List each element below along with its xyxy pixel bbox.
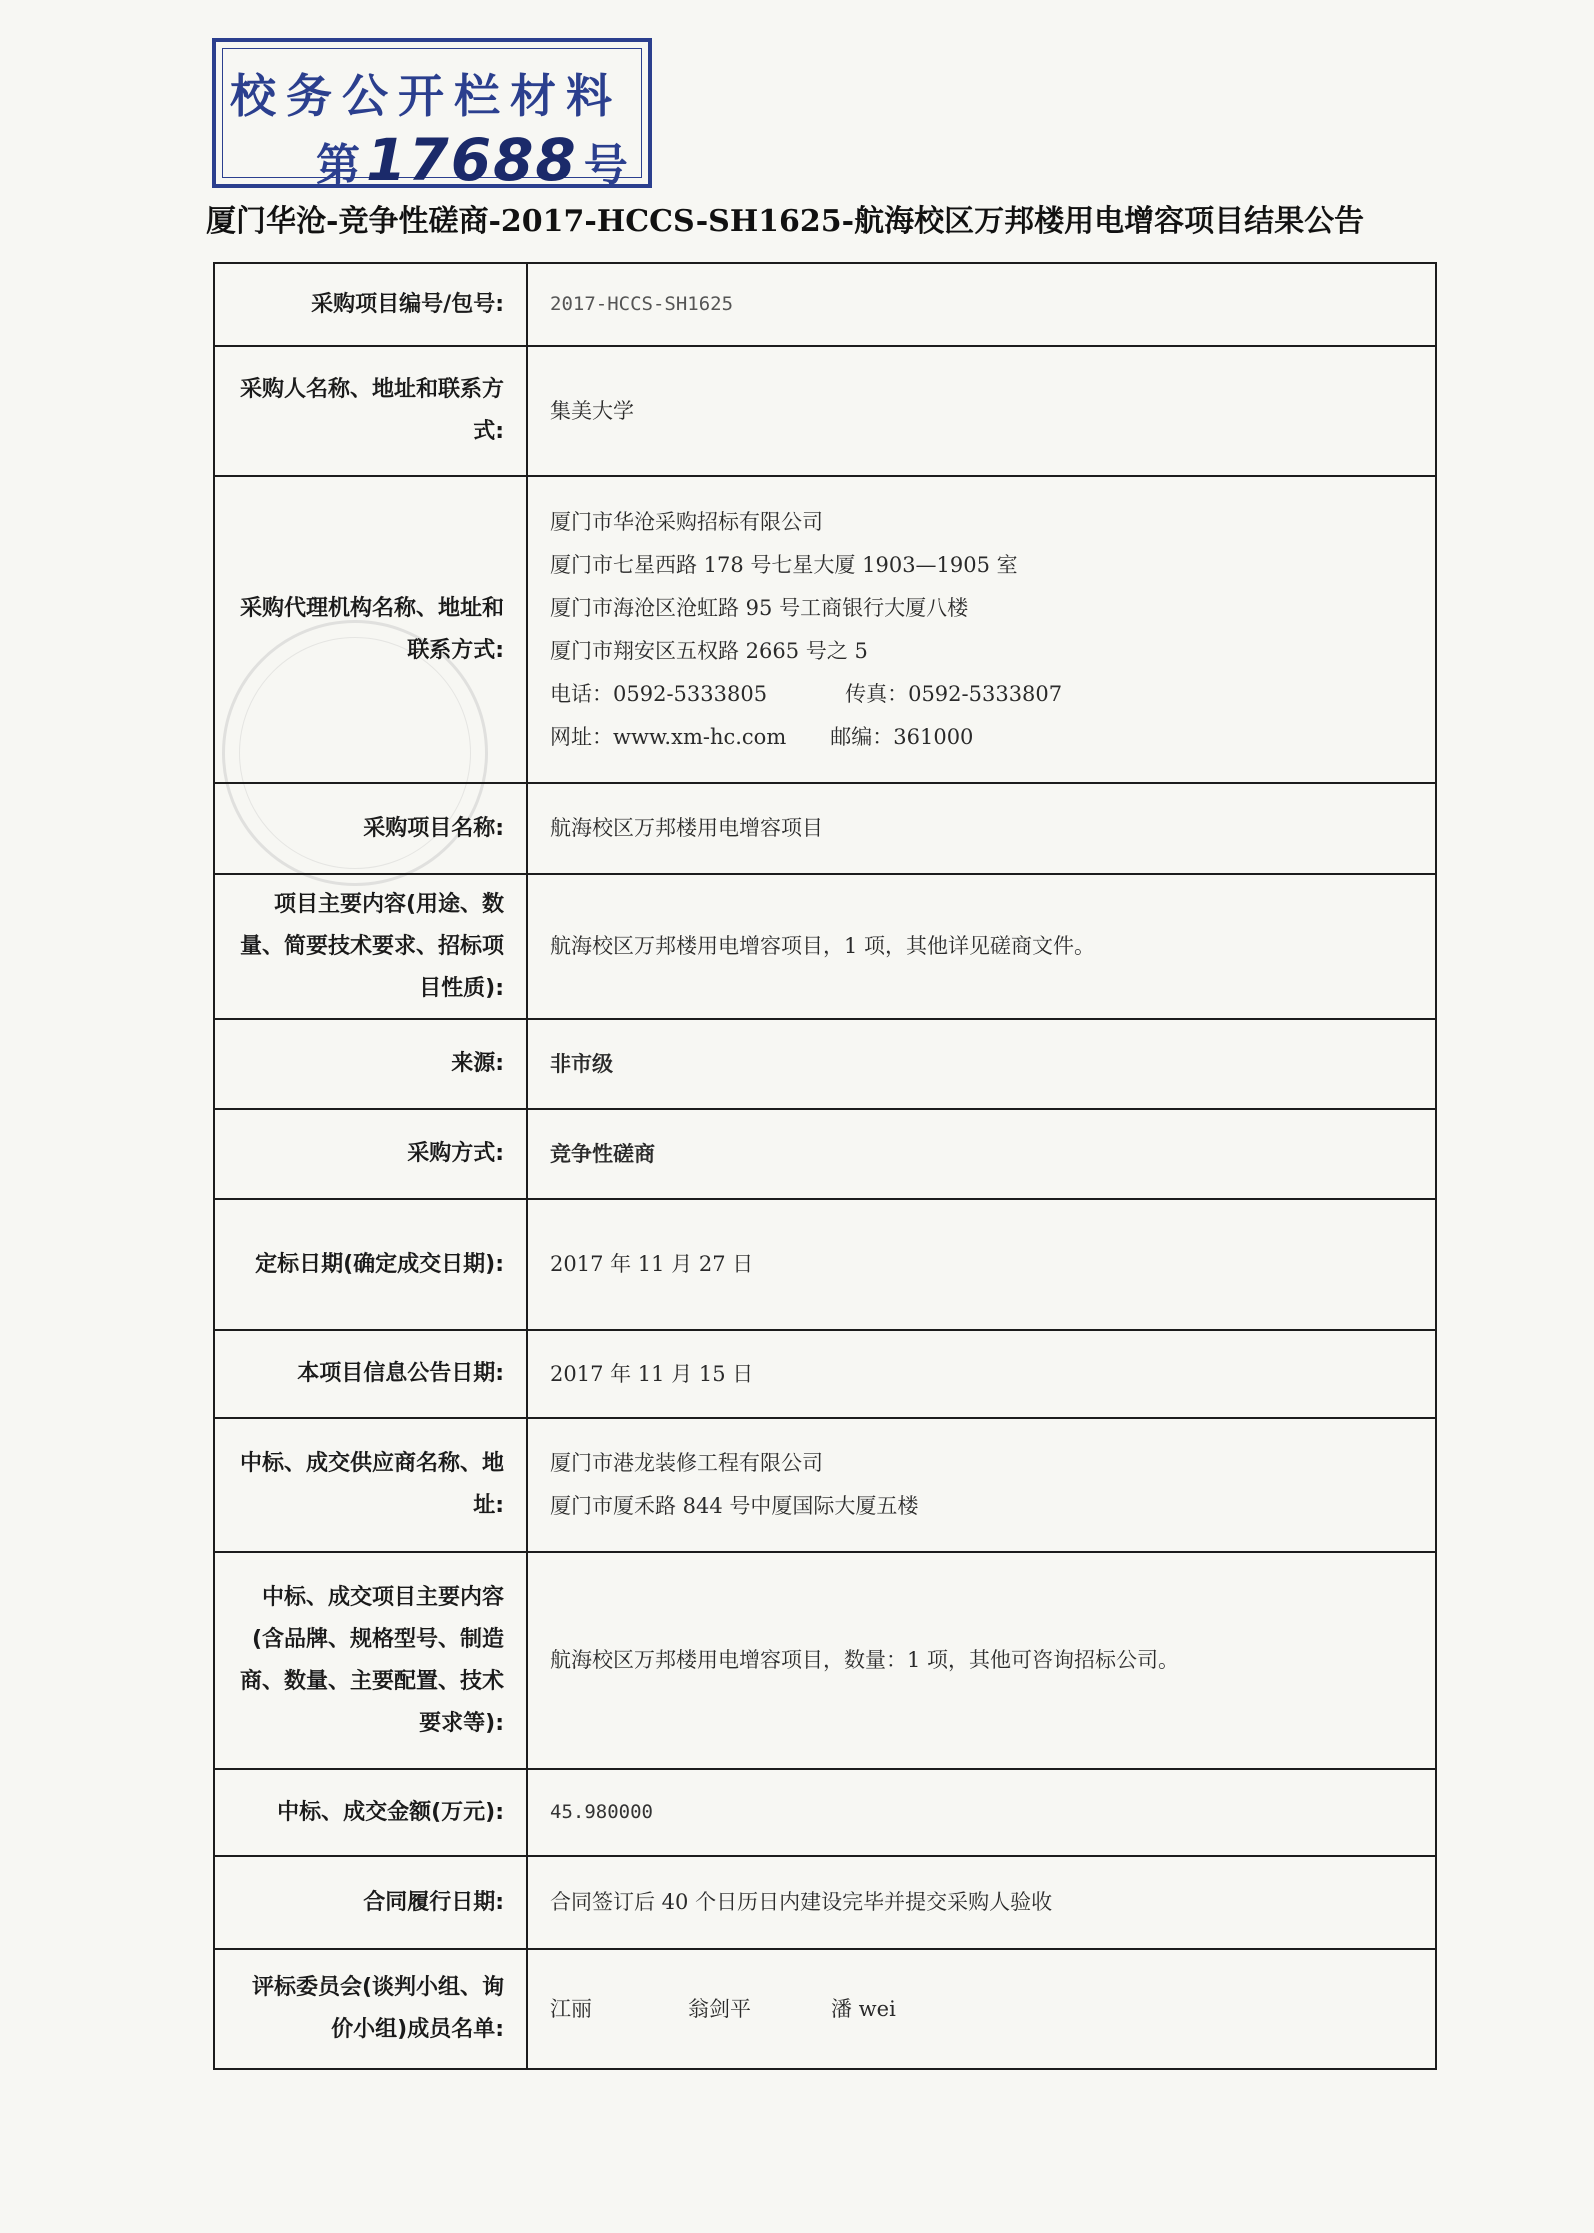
agency-name: 厦门市华沧采购招标有限公司	[550, 509, 823, 534]
stamp-number-line	[316, 126, 628, 194]
row-label: 中标、成交金额(万元):	[214, 1769, 527, 1856]
row-label-text: 项目主要内容(用途、数量、简要技术要求、招标项目性质):	[239, 891, 504, 1001]
committee-member: 翁剑平	[688, 1996, 751, 2021]
row-label	[214, 874, 527, 1019]
row-label	[214, 1552, 527, 1769]
row-label-text: 中标、成交项目主要内容(含品牌、规格型号、制造商、数量、主要配置、技术要求等):	[239, 1584, 504, 1736]
row-value: 竞争性磋商	[527, 1109, 1436, 1199]
table-row	[214, 1418, 1436, 1552]
row-label-text: 定标日期(确定成交日期):	[255, 1251, 504, 1277]
row-value: 航海校区万邦楼用电增容项目，数量：1 项，其他可咨询招标公司。	[527, 1552, 1436, 1769]
document-title: 厦门华沧-竞争性磋商-2017-HCCS-SH1625-航海校区万邦楼用电增容项目结果公告	[206, 204, 1365, 239]
supplier-details	[527, 1418, 1436, 1552]
row-value: 航海校区万邦楼用电增容项目，1 项，其他详见磋商文件。	[527, 874, 1436, 1019]
row-label-text: 采购人名称、地址和联系方式:	[239, 377, 504, 444]
table-row	[214, 1552, 1436, 1769]
row-label-text: 中标、成交供应商名称、地址:	[239, 1451, 504, 1518]
row-value: 45.980000	[527, 1769, 1436, 1856]
row-label	[214, 1199, 527, 1330]
stamp-heading: 校务公开栏材料	[230, 69, 622, 123]
result-table	[213, 262, 1437, 2070]
supplier-name: 厦门市港龙装修工程有限公司	[550, 1451, 823, 1475]
agency-details	[527, 476, 1436, 783]
table-row	[214, 1199, 1436, 1330]
row-label	[214, 476, 527, 783]
agency-address-3: 厦门市翔安区五权路 2665 号之 5	[550, 638, 868, 663]
table-row	[214, 1949, 1436, 2069]
row-label	[214, 346, 527, 476]
row-label: 本项目信息公告日期:	[214, 1330, 527, 1418]
supplier-address: 厦门市厦禾路 844 号中厦国际大厦五楼	[550, 1494, 919, 1518]
table-row	[214, 476, 1436, 783]
row-value: 2017 年 11 月 27 日	[527, 1199, 1436, 1330]
agency-address-1: 厦门市七星西路 178 号七星大厦 1903—1905 室	[550, 552, 1018, 577]
table-row	[214, 1769, 1436, 1856]
row-value: 2017-HCCS-SH1625	[527, 263, 1436, 346]
row-value: 航海校区万邦楼用电增容项目	[527, 783, 1436, 874]
row-label-text: 评标委员会(谈判小组、询价小组)成员名单:	[251, 1975, 504, 2042]
agency-web-line	[550, 716, 1413, 759]
archive-stamp	[212, 38, 652, 194]
table-row	[214, 1109, 1436, 1199]
table-row	[214, 1019, 1436, 1109]
agency-postcode: 邮编：361000	[830, 724, 974, 749]
row-label: 采购方式:	[214, 1109, 527, 1199]
row-value: 2017 年 11 月 15 日	[527, 1330, 1436, 1418]
committee-members	[527, 1949, 1436, 2069]
stamp-prefix: 第	[316, 140, 360, 191]
row-value: 集美大学	[527, 346, 1436, 476]
stamp-suffix: 号	[583, 140, 628, 191]
row-label: 采购项目编号/包号:	[214, 263, 527, 346]
committee-member: 潘 wei	[831, 1996, 896, 2021]
row-label	[214, 1949, 527, 2069]
table-row	[214, 874, 1436, 1019]
stamp-number: 17688	[366, 126, 578, 194]
agency-contact-line	[550, 673, 1413, 716]
row-label: 采购项目名称:	[214, 783, 527, 874]
row-label-text: 采购代理机构名称、地址和联系方式:	[239, 595, 504, 663]
table-row	[214, 346, 1436, 476]
row-label: 合同履行日期:	[214, 1856, 527, 1949]
row-label: 来源:	[214, 1019, 527, 1109]
row-label	[214, 1418, 527, 1552]
row-value: 合同签订后 40 个日历日内建设完毕并提交采购人验收	[527, 1856, 1436, 1949]
table-row	[214, 783, 1436, 874]
committee-member: 江丽	[550, 1996, 592, 2021]
table-row	[214, 263, 1436, 346]
table-row	[214, 1856, 1436, 1949]
table-row	[214, 1330, 1436, 1418]
agency-phone: 电话：0592-5333805	[550, 681, 768, 706]
agency-fax: 传真：0592-5333807	[845, 681, 1063, 706]
agency-website: 网址：www.xm-hc.com	[550, 724, 787, 749]
row-value: 非市级	[527, 1019, 1436, 1109]
agency-address-2: 厦门市海沧区沧虹路 95 号工商银行大厦八楼	[550, 595, 969, 620]
